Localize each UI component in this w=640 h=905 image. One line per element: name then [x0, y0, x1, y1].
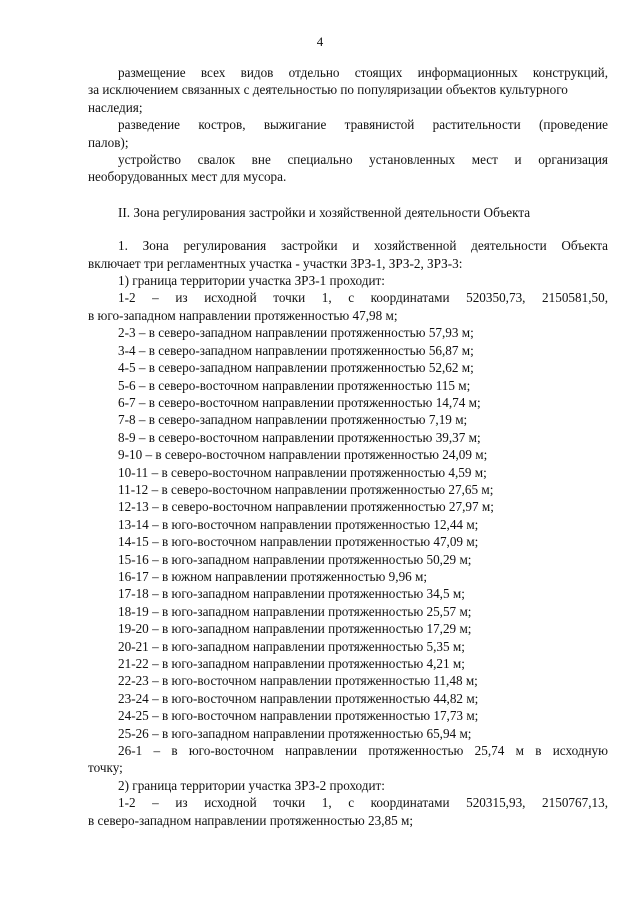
zrz2-segment-first: 1-2 – из исходной точки 1, с координатами 520315,93, 2150767,13, [118, 795, 608, 811]
zrz1-segment-line: 9-10 – в северо-восточном направлении протяженностью 24,09 м; [118, 447, 488, 463]
zrz1-segment-line: 23-24 – в юго-восточном направлении протяженностью 44,82 м; [118, 690, 479, 706]
zrz1-segment-line: 11-12 – в северо-восточном направлении протяженностью 27,65 м; [118, 481, 494, 497]
zrz1-segment-line: 25-26 – в юго-западном направлении протяженностью 65,94 м; [118, 725, 472, 741]
zrz1-segment-line: 3-4 – в северо-западном направлении протяженностью 56,87 м; [118, 342, 474, 358]
section-title: II. Зона регулирования застройки и хозяйственной деятельности Объекта [118, 204, 531, 220]
intro-item-first-line: размещение всех видов отдельно стоящих информационных конструкций, [118, 65, 608, 80]
zrz1-segment-line: 24-25 – в юго-восточном направлении протяженностью 17,73 м; [118, 708, 479, 724]
zrz1-segment-first-continuation: в юго-западном направлении протяженностью 47,98 м; [88, 307, 398, 323]
zrz1-segment-line: 2-3 – в северо-западном направлении протяженностью 57,93 м; [118, 325, 474, 341]
zrz1-segment-line: 19-20 – в юго-западном направлении протяженностью 17,29 м; [118, 621, 472, 637]
intro-item-continuation: необорудованных мест для мусора. [88, 169, 287, 185]
zrz1-segment-line: 15-16 – в юго-западном направлении протяженностью 50,29 м; [118, 551, 472, 567]
intro-item-continuation: за исключением связанных с деятельностью по популяризации объектов культурного наследия; [88, 82, 568, 115]
zrz1-segment-line: 17-18 – в юго-западном направлении протяженностью 34,5 м; [118, 586, 465, 602]
zrz1-segment-line: 8-9 – в северо-восточном направлении протяженностью 39,37 м; [118, 429, 481, 445]
zrz1-segment-first: 1-2 – из исходной точки 1, с координатами 520350,73, 2150581,50, [118, 290, 608, 306]
zrz1-segment-last: 26-1 – в юго-восточном направлении протяженностью 25,74 м в исходную [118, 743, 608, 759]
zrz1-segment-line: 14-15 – в юго-восточном направлении протяженностью 47,09 м; [118, 534, 479, 550]
intro-list [88, 64, 608, 186]
page-number: 4 [316, 34, 324, 49]
zrz1-segment-line: 22-23 – в юго-восточном направлении протяженностью 11,48 м; [118, 673, 478, 689]
zrz1-segment-line: 6-7 – в северо-восточном направлении протяженностью 14,74 м; [118, 394, 481, 410]
intro-item-first-line: устройство свалок вне специально установленных мест и организация [118, 152, 608, 168]
zrz1-segment-line: 16-17 – в южном направлении протяженностью 9,96 м; [118, 568, 428, 584]
zrz1-segment-last-continuation: точку; [88, 760, 123, 776]
zrz1-title: 1) граница территории участка ЗРЗ-1 проходит: [118, 273, 385, 289]
zrz2-title: 2) граница территории участка ЗРЗ-2 проходит: [118, 777, 385, 793]
zrz2-segment-first-continuation: в северо-западном направлении протяженностью 23,85 м; [88, 812, 414, 828]
intro-item-continuation: палов); [88, 134, 129, 150]
zrz1-segment-line: 10-11 – в северо-восточном направлении протяженностью 4,59 м; [118, 464, 487, 480]
zrz1-segment-line: 7-8 – в северо-западном направлении протяженностью 7,19 м; [118, 412, 468, 428]
zrz1-segment-list [88, 324, 608, 742]
zrz1-segment-line: 13-14 – в юго-восточном направлении протяженностью 12,44 м; [118, 516, 479, 532]
zrz1-segment-line: 18-19 – в юго-западном направлении протяженностью 25,57 м; [118, 603, 472, 619]
zone-paragraph-continuation: включает три регламентных участка - участки ЗРЗ-1, ЗРЗ-2, ЗРЗ-3: [88, 255, 463, 271]
zrz1-segment-line: 12-13 – в северо-восточном направлении протяженностью 27,97 м; [118, 499, 494, 515]
zone-paragraph-first-line: 1. Зона регулирования застройки и хозяйственной деятельности Объекта [118, 238, 608, 254]
zrz1-segment-line: 4-5 – в северо-западном направлении протяженностью 52,62 м; [118, 360, 474, 376]
zrz1-segment-line: 5-6 – в северо-восточном направлении протяженностью 115 м; [118, 377, 471, 393]
document-body [88, 64, 608, 829]
intro-item-first-line: разведение костров, выжигание травянистой растительности (проведение [118, 117, 608, 133]
zrz1-segment-line: 20-21 – в юго-западном направлении протяженностью 5,35 м; [118, 638, 465, 654]
zrz1-segment-line: 21-22 – в юго-западном направлении протяженностью 4,21 м; [118, 656, 465, 671]
